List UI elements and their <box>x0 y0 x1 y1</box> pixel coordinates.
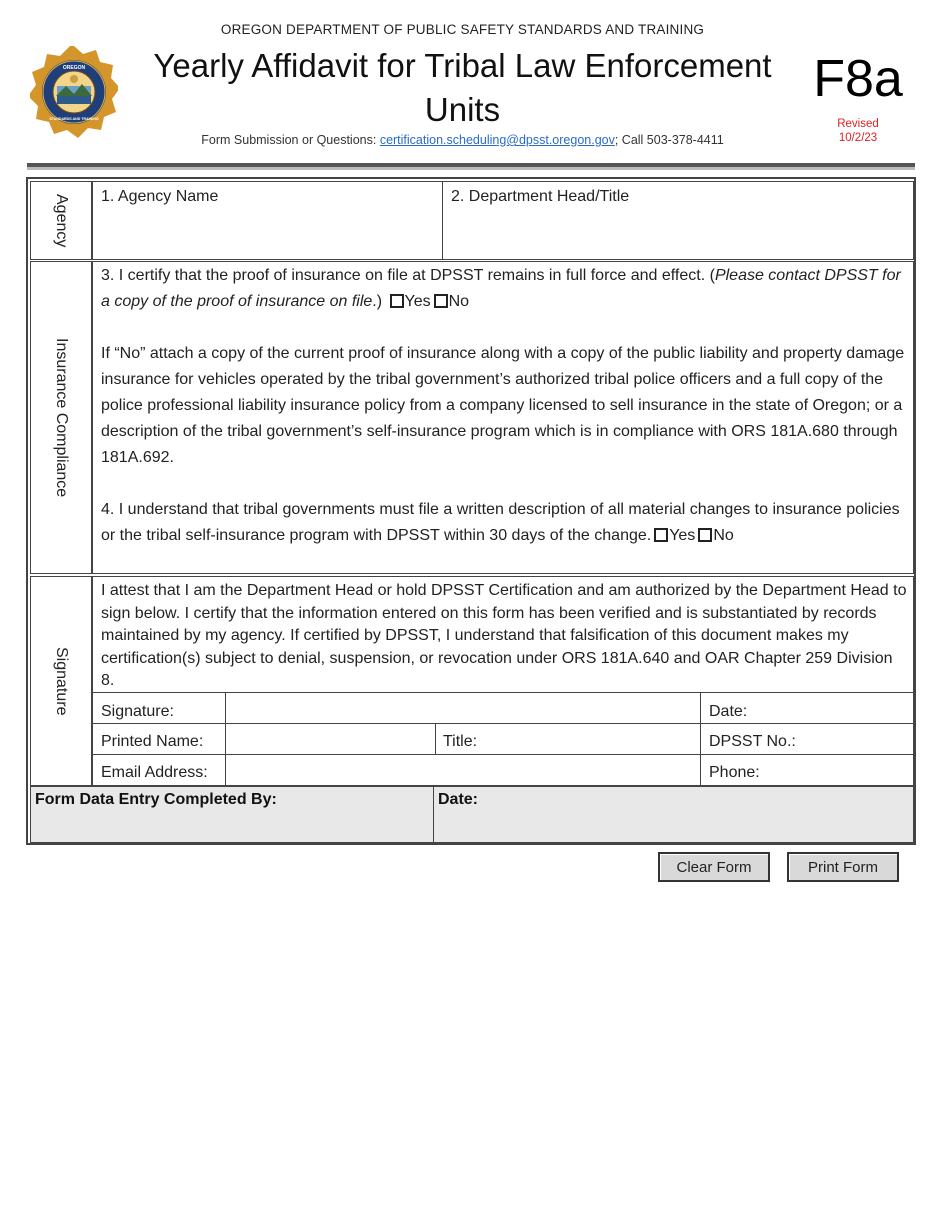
form-header <box>0 0 950 160</box>
dpsst-seal-icon <box>30 44 118 140</box>
section-agency-label: Agency <box>53 193 70 248</box>
section-signature <box>30 576 92 786</box>
title-field[interactable] <box>435 723 701 755</box>
section-signature-label: Signature <box>53 646 70 716</box>
affidavit-form <box>26 177 916 845</box>
date-label: Date: <box>709 703 748 720</box>
entry-date-label: Date: <box>438 791 479 808</box>
q4-no-checkbox[interactable] <box>698 528 712 542</box>
entry-date-field[interactable] <box>433 786 914 843</box>
email-label: Email Address: <box>101 764 208 781</box>
department-head-field[interactable] <box>442 181 914 260</box>
print-form-button[interactable]: Print Form <box>787 852 899 882</box>
svg-text:STANDARDS AND TRAINING: STANDARDS AND TRAINING <box>49 117 99 121</box>
printed-name-label: Printed Name: <box>101 733 204 750</box>
clear-form-button[interactable]: Clear Form <box>658 852 770 882</box>
date-field[interactable] <box>700 692 914 724</box>
agency-name-label: 1. Agency Name <box>101 188 219 205</box>
email-input[interactable] <box>225 754 701 786</box>
q3-no-checkbox[interactable] <box>434 294 448 308</box>
if-no-instructions: If “No” attach a copy of the current proof of insurance along with a copy of the public liability and property damage insurance for vehicles operated by the tribal government’s authorized tribal police officers and a full copy of the police professional liability insurance policy from a company licensed to sell insurance in the state of Oregon; or a description of the tribal government’s self-insurance program which is in compliance with ORS 181A.680 through 181A.692. <box>101 345 905 466</box>
question-3: 3. I certify that the proof of insurance on file at DPSST remains in full force and effect. (Please contact DPSST for a copy of the proof of insurance on file.) Yes No <box>101 267 901 310</box>
signature-input[interactable] <box>225 692 701 724</box>
form-code: F8a <box>813 50 903 108</box>
title-label: Title: <box>443 733 478 750</box>
agency-name-field[interactable] <box>92 181 443 260</box>
email-label-cell <box>92 754 226 786</box>
svg-text:OREGON: OREGON <box>62 65 86 71</box>
submission-info: Form Submission or Questions: certification.scheduling@dpsst.oregon.gov; Call 503-378-4411 <box>201 133 724 147</box>
printed-name-input[interactable] <box>225 723 436 755</box>
department-head-label: 2. Department Head/Title <box>451 188 630 205</box>
dpsst-no-label: DPSST No.: <box>709 733 796 750</box>
signature-label: Signature: <box>101 703 174 720</box>
entry-completed-by-field[interactable] <box>30 786 434 843</box>
q4-yes-checkbox[interactable] <box>654 528 668 542</box>
entry-completed-by-label: Form Data Entry Completed By: <box>35 791 277 808</box>
form-title: Yearly Affidavit for Tribal Law Enforcement Units <box>153 47 772 128</box>
dpsst-no-field[interactable] <box>700 723 914 755</box>
phone-field[interactable] <box>700 754 914 786</box>
attestation-text: I attest that I am the Department Head or hold DPSST Certification and am authorized by the Department Head to sign below. I certify that the information entered on this form has been verified and is substantiated by records maintained by my agency. If certified by DPSST, I understand that falsification of this document makes my certification(s) subject to denial, suspension, or revocation under ORS 181A.640 and OAR Chapter 259 Division 8. <box>101 582 907 689</box>
phone-label: Phone: <box>709 764 760 781</box>
revised-date: Revised 10/2/23 <box>837 118 879 144</box>
insurance-compliance-content <box>92 261 914 574</box>
attestation <box>92 576 914 693</box>
section-agency <box>30 181 92 260</box>
question-4: 4. I understand that tribal governments must file a written description of all material changes to insurance policies or the tribal self-insurance program with DPSST within 30 days of the change. Yes No <box>101 501 900 544</box>
section-insurance <box>30 261 92 574</box>
agency-name-heading: OREGON DEPARTMENT OF PUBLIC SAFETY STANDARDS AND TRAINING <box>220 22 705 37</box>
signature-label-cell <box>92 692 226 724</box>
header-divider-shadow <box>27 167 915 170</box>
submission-email-link[interactable]: certification.scheduling@dpsst.oregon.gov <box>379 133 615 147</box>
section-insurance-label: Insurance Compliance <box>53 337 70 498</box>
printed-name-label-cell <box>92 723 226 755</box>
q3-yes-checkbox[interactable] <box>390 294 404 308</box>
